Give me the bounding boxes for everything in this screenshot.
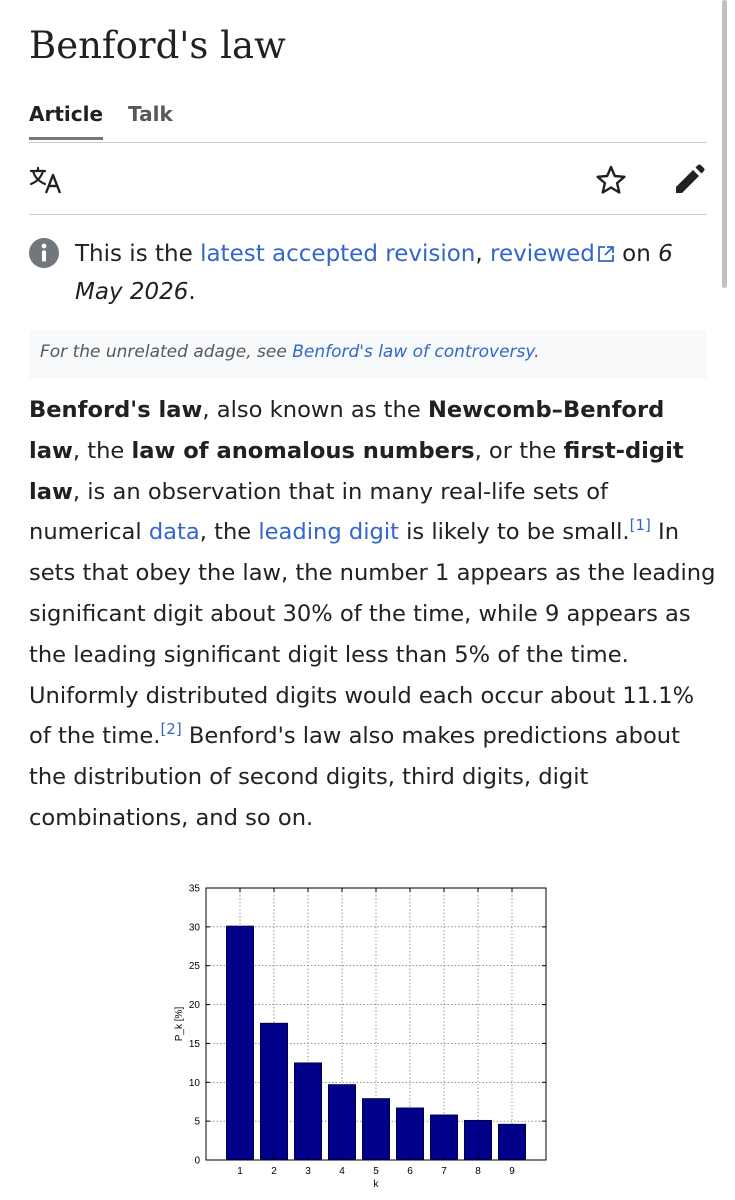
y-tick-label: 25 (188, 961, 200, 973)
intro-paragraph: Benford's law, also known as the Newcomb–Benford law, the law of anomalous numbers, or the first-digit law, is an observation that in many real-life sets of numerical data, the leading digit is likely to be small.[1] In sets that obey the law, the number 1 appears as the leading significant digit about 30% of the time, while 9 appears as the leading significant digit less than 5% of the time. Uniformly distributed digits would each occur about 11.1% of the time.[2] Benford's law also makes predictions about the distribution of second digits, third digits, digit combinations, and so on. (29, 397, 716, 831)
reference-1-link[interactable]: [1] (629, 516, 651, 535)
tab-article[interactable]: Article (29, 98, 103, 144)
page-title: Benford's law (29, 24, 286, 67)
y-tick-label: 30 (188, 922, 200, 934)
x-tick-label: 2 (271, 1166, 277, 1177)
latest-revision-link[interactable]: latest accepted revision (200, 241, 476, 267)
external-link-icon (597, 245, 615, 263)
y-tick-label: 35 (188, 883, 200, 895)
x-tick-label: 8 (475, 1166, 481, 1177)
reviewed-link[interactable]: reviewed (490, 241, 595, 267)
hatnote: For the unrelated adage, see Benford's law of controversy. (29, 330, 707, 379)
revision-notice-text: This is the latest accepted revision, reviewed on 6 May 2026. (75, 241, 673, 305)
revision-notice (29, 235, 707, 311)
bar-3 (294, 1063, 321, 1160)
x-tick-label: 9 (509, 1166, 515, 1177)
x-tick-label: 1 (237, 1166, 243, 1177)
info-icon (29, 238, 59, 268)
language-icon[interactable] (29, 166, 65, 196)
reference-2-link[interactable]: [2] (160, 720, 182, 739)
tab-talk[interactable]: Talk (128, 102, 173, 126)
bar-9 (498, 1124, 525, 1160)
x-axis-label: k (373, 1179, 379, 1190)
x-tick-label: 6 (407, 1166, 413, 1177)
scrollbar[interactable] (722, 0, 727, 288)
bar-4 (328, 1085, 355, 1160)
star-icon[interactable] (595, 164, 627, 196)
x-tick-label: 5 (373, 1166, 379, 1177)
x-tick-label: 4 (339, 1166, 345, 1177)
data-link[interactable]: data (148, 519, 200, 546)
y-tick-label: 0 (194, 1155, 200, 1167)
page-tabs (29, 98, 173, 144)
hatnote-link[interactable]: Benford's law of controversy (292, 342, 535, 362)
tabs-divider (29, 142, 707, 143)
y-axis-label: P_k [%] (174, 1006, 185, 1042)
toolbar-divider (29, 214, 707, 215)
bar-1 (226, 926, 253, 1160)
bar-8 (464, 1120, 491, 1160)
revision-date: 6 May 2026 (75, 241, 673, 305)
x-tick-label: 7 (441, 1166, 447, 1177)
leading-digit-link[interactable]: leading digit (258, 519, 399, 546)
bar-6 (396, 1108, 423, 1160)
y-tick-label: 5 (194, 1116, 200, 1128)
y-tick-label: 20 (188, 1000, 200, 1012)
bar-5 (362, 1099, 389, 1160)
x-tick-label: 3 (305, 1166, 311, 1177)
edit-pencil-icon[interactable] (673, 163, 706, 196)
bar-7 (430, 1115, 457, 1160)
y-tick-label: 10 (188, 1077, 200, 1089)
bar-2 (260, 1023, 287, 1160)
y-tick-label: 15 (188, 1038, 200, 1050)
benford-bar-chart (170, 878, 560, 1198)
